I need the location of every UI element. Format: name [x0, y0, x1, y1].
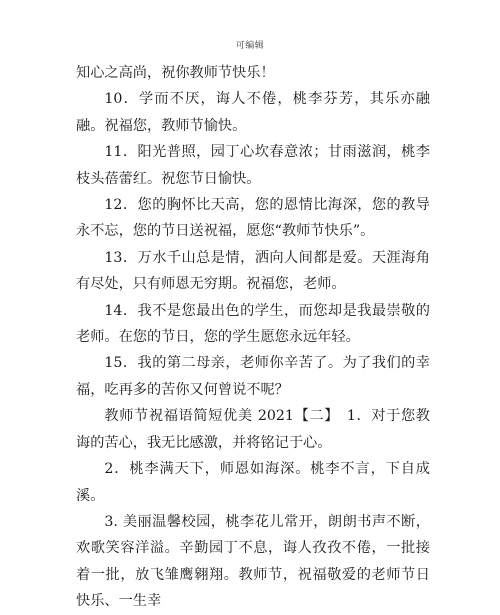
- paragraph: 知心之高尚，祝你教师节快乐！: [76, 65, 275, 81]
- paragraph: 14．我不是您最出色的学生，而您却是我最崇敬的老师。在您的节日，您的学生愿您永远年轻。: [76, 302, 430, 346]
- document-body: [76, 60, 430, 615]
- paragraph: 3. 美丽温馨校园，桃李花儿常开，朗朗书声不断，欢歌笑容洋溢。辛勤园丁不息，诲人孜孜不倦，一批接着一批，放飞雏鹰翱翔。教师节，祝福敬爱的老师节日快乐、一生幸: [76, 513, 430, 610]
- paragraph: 13．万水千山总是情，洒向人间都是爱。天涯海角有尽处，只有师恩无穷期。祝福您，老师。: [76, 249, 430, 293]
- paragraph: 10．学而不厌，诲人不倦，桃李芬芳，其乐亦融融。祝福您，教师节愉快。: [76, 91, 430, 134]
- paragraph: 11．阳光普照，园丁心坎春意浓；甘雨滋润，桃李枝头蓓蕾红。祝您节日愉快。: [76, 144, 430, 187]
- paragraph: 15．我的第二母亲，老师你辛苦了。为了我们的幸福，吃再多的苦你又何曾说不呢？: [76, 355, 430, 398]
- paragraph: 2．桃李满天下，师恩如海深。桃李不言，下自成溪。: [76, 461, 430, 504]
- page-header: 可编辑: [235, 41, 265, 51]
- paragraph: 12．您的胸怀比天高，您的恩情比海深，您的教导永不忘，您的节日送祝福，愿您“教师节快乐”。: [76, 197, 430, 240]
- paragraph: 教师节祝福语简短优美 2021【二】 1．对于您教诲的苦心，我无比感激，并将铭记于心。: [76, 408, 430, 451]
